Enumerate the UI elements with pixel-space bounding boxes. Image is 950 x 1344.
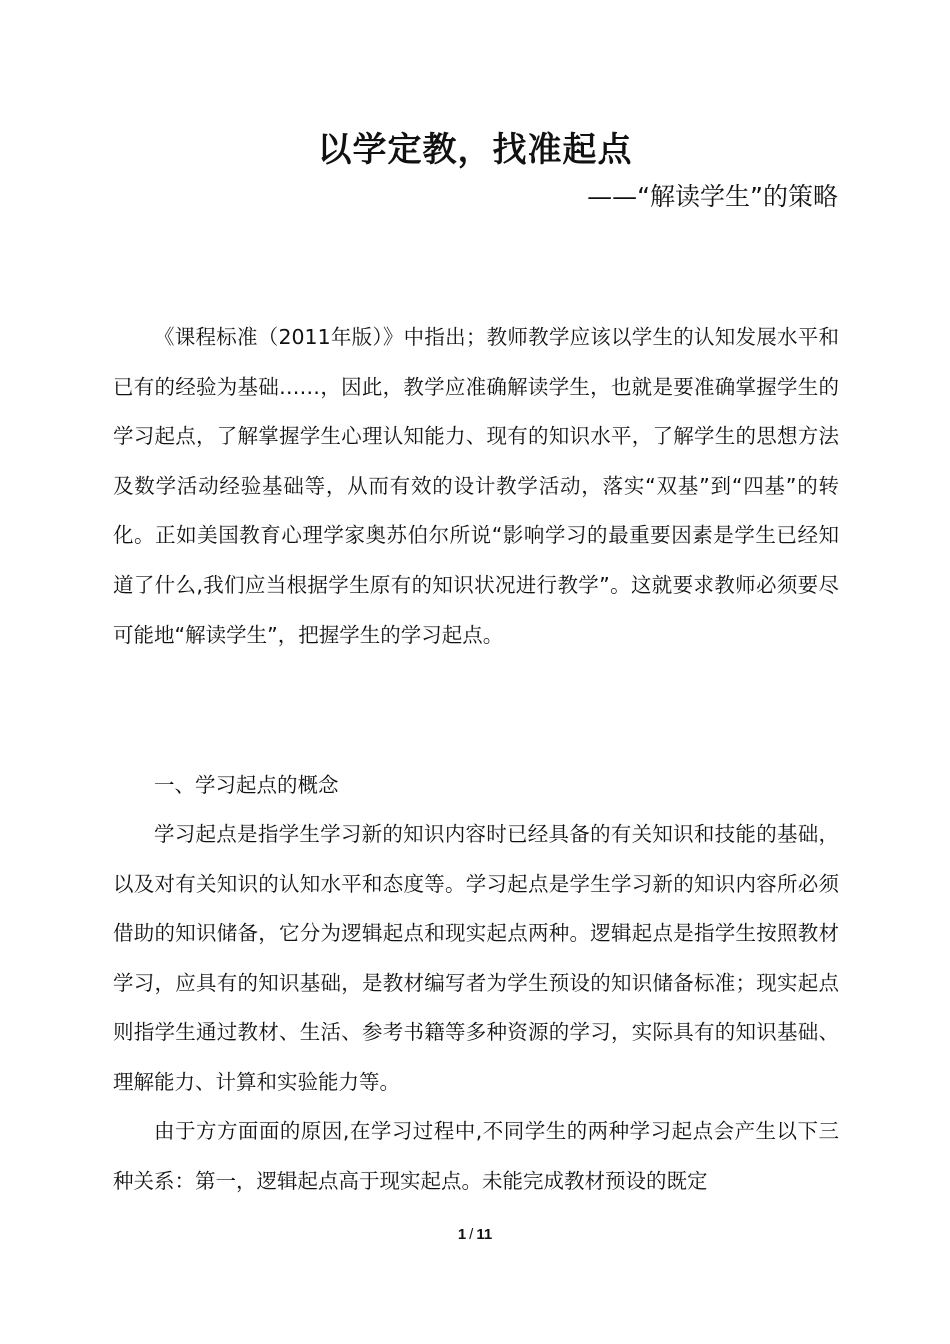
- page-separator: /: [469, 1226, 474, 1243]
- document-subtitle: ——“解读学生”的策略: [587, 182, 838, 211]
- intro-paragraph: 《课程标准（2011年版）》中指出；教师教学应该以学生的认知发展水平和已有的经验为基础……，因此，教学应准确解读学生，也就是要准确掌握学生的学习起点，了解掌握学生心理认知能力、现有的知识水平，了解学生的思想方法及数学活动经验基础等，从而有效的设计教学活动，落实“双基”到“四基”的转化。正如美国教育心理学家奥苏伯尔所说“影响学习的最重要因素是学生已经知道了什么,我们应当根据学生原有的知识状况进行教学”。这就要求教师必须要尽可能地“解读学生”，把握学生的学习起点。: [113, 325, 839, 647]
- page-number: [0, 1226, 950, 1243]
- section-heading: 一、学习起点的概念: [154, 773, 339, 797]
- current-page-number: 1: [457, 1226, 467, 1243]
- section-paragraph-2: 由于方方面面的原因,在学习过程中,不同学生的两种学习起点会产生以下三种关系：第一，逻辑起点高于现实起点。未能完成教材预设的既定: [113, 1119, 839, 1193]
- section-paragraph: 学习起点是指学生学习新的知识内容时已经具备的有关知识和技能的基础，以及对有关知识的认知水平和态度等。学习起点是学生学习新的知识内容所必须借助的知识储备，它分为逻辑起点和现实起点两种。逻辑起点是指学生按照教材学习，应具有的知识基础，是教材编写者为学生预设的知识储备标准；现实起点则指学生通过教材、生活、参考书籍等多种资源的学习，实际具有的知识基础、理解能力、计算和实验能力等。: [113, 822, 839, 1094]
- document-title: 以学定教，找准起点: [317, 130, 633, 170]
- total-pages-number: 11: [476, 1226, 493, 1243]
